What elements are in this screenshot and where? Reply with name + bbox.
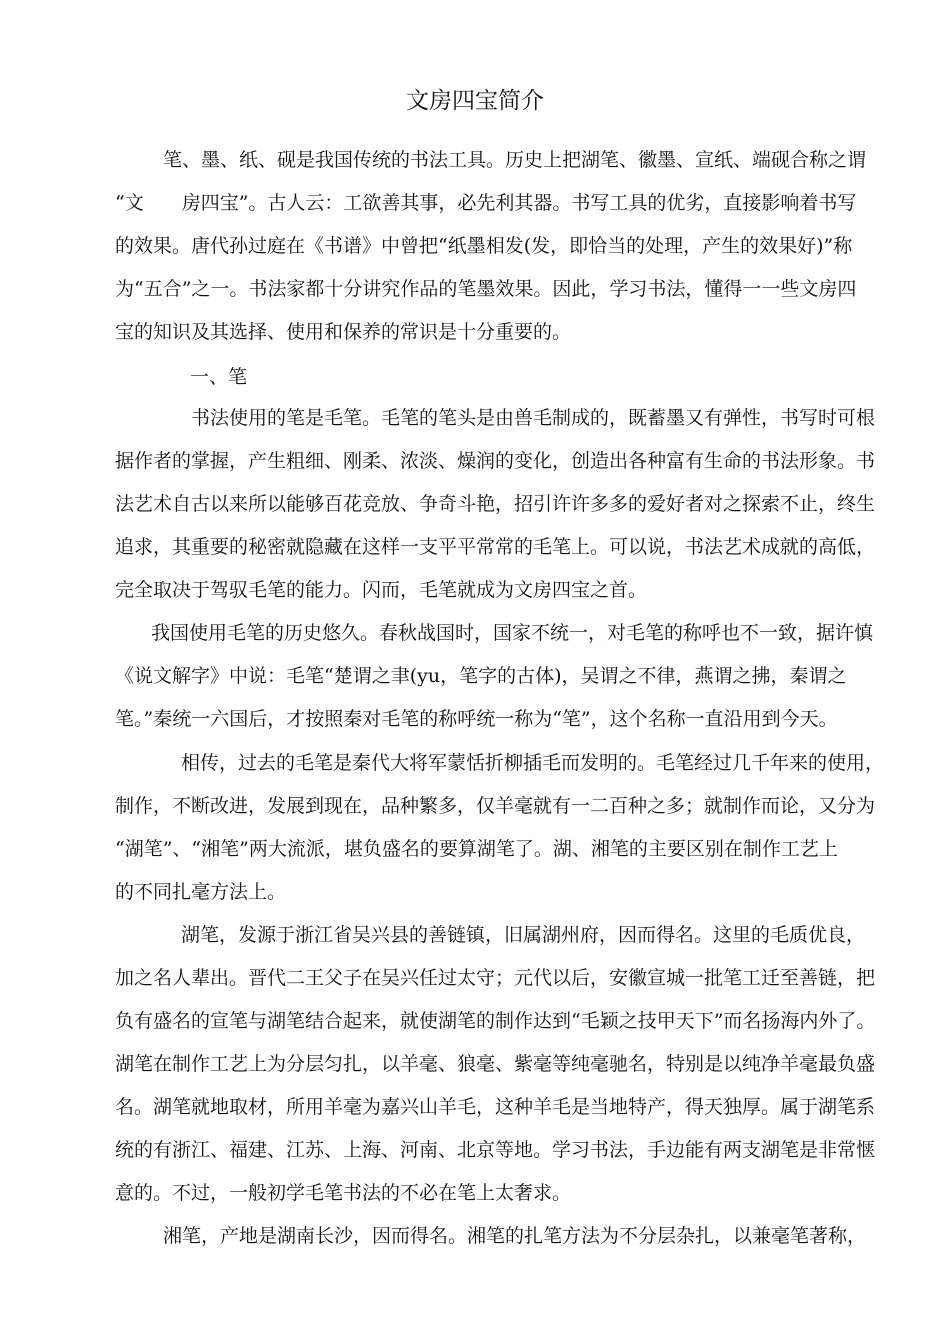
paragraph-line: 法艺术自古以来所以能够百花竞放、争奇斗艳，招引许许多多的爱好者对之探索不止，终生 — [115, 493, 876, 515]
paragraph-line: 名。湖笔就地取材，所用羊毫为嘉兴山羊毛，这种羊毛是当地特产，得天独厚。属于湖笔系 — [115, 1096, 876, 1118]
paragraph-line: 完全取决于驾驭毛笔的能力。闪而，毛笔就成为文房四宝之首。 — [115, 579, 648, 601]
paragraph-line: 加之名人辈出。晋代二王父子在吴兴任过太守；元代以后，安徽宣城一批笔工迁至善链，把 — [115, 967, 876, 989]
paragraph-line: 湖笔在制作工艺上为分层匀扎，以羊毫、狼毫、紫毫等纯毫驰名，特别是以纯净羊毫最负盛 — [115, 1053, 876, 1075]
paragraph-line: 的不同扎毫方法上。 — [115, 881, 287, 903]
paragraph-line: 笔。”秦统一六国后，才按照秦对毛笔的称呼统一称为“笔”，这个名称一直沿用到今天。 — [115, 708, 838, 730]
section-heading: 一、笔 — [190, 366, 248, 388]
paragraph-line: 统的有浙江、福建、江苏、上海、河南、北京等地。学习书法，手边能有两支湖笔是非常惬 — [115, 1139, 876, 1161]
paragraph-line: 笔、墨、纸、砚是我国传统的书法工具。历史上把湖笔、徽墨、宣纸、端砚合称之谓 — [163, 149, 867, 171]
paragraph-line: 宝的知识及其选择、使用和保养的常识是十分重要的。 — [115, 321, 572, 343]
paragraph-line: 意的。不过，一般初学毛笔书法的不必在笔上太奢求。 — [115, 1182, 572, 1204]
paragraph-line: 负有盛名的宣笔与湖笔结合起来，就使湖笔的制作达到“毛颖之技甲天下”而名扬海内外了。 — [115, 1010, 876, 1032]
paragraph-line: 为“五合”之一。书法家都十分讲究作品的笔墨效果。因此，学习书法，懂得一一些文房四 — [115, 278, 857, 300]
paragraph-line: 湖笔，发源于浙江省吴兴县的善链镇，旧属湖州府，因而得名。这里的毛质优良， — [181, 924, 866, 946]
paragraph-line: “湖笔”、“湘笔”两大流派，堪负盛名的要算湖笔了。湖、湘笔的主要区别在制作工艺上 — [115, 838, 838, 860]
paragraph-line: 追求，其重要的秘密就隐藏在这样一支平平常常的毛笔上。可以说，书法艺术成就的高低， — [115, 536, 876, 558]
paragraph-line: 据作者的掌握，产生粗细、刚柔、浓淡、燥润的变化，创造出各种富有生命的书法形象。书 — [115, 450, 876, 472]
paragraph-line: 书法使用的笔是毛笔。毛笔的笔头是由兽毛制成的，既蓄墨又有弹性，书写时可根 — [191, 407, 876, 429]
paragraph-line: 湘笔，产地是湖南长沙，因而得名。湘笔的扎笔方法为不分层杂扎，以兼毫笔著称， — [163, 1225, 867, 1247]
paragraph-line: 的效果。唐代孙过庭在《书谱》中曾把“纸墨相发(发，即恰当的处理，产生的效果好)”称 — [115, 235, 853, 257]
paragraph-line: 《说文解字》中说：毛笔“楚谓之聿(yu，笔字的古体)，吴谓之不律，燕谓之拂，秦谓之 — [115, 665, 847, 687]
paragraph-line: 制作，不断改进，发展到现在，品种繁多，仅羊毫就有一二百种之多；就制作而论，又分为 — [115, 795, 876, 817]
document-title: 文房四宝简介 — [406, 88, 544, 114]
paragraph-line: “文 房四宝”。古人云：工欲善其事，必先利其器。书写工具的优劣，直接影响着书写 — [115, 192, 857, 214]
paragraph-line: 我国使用毛笔的历史悠久。春秋战国时，国家不统一，对毛笔的称呼也不一致，据许慎 — [151, 622, 874, 644]
paragraph-line: 相传，过去的毛笔是秦代大将军蒙恬折柳插毛而发明的。毛笔经过几千年来的使用， — [181, 752, 885, 774]
